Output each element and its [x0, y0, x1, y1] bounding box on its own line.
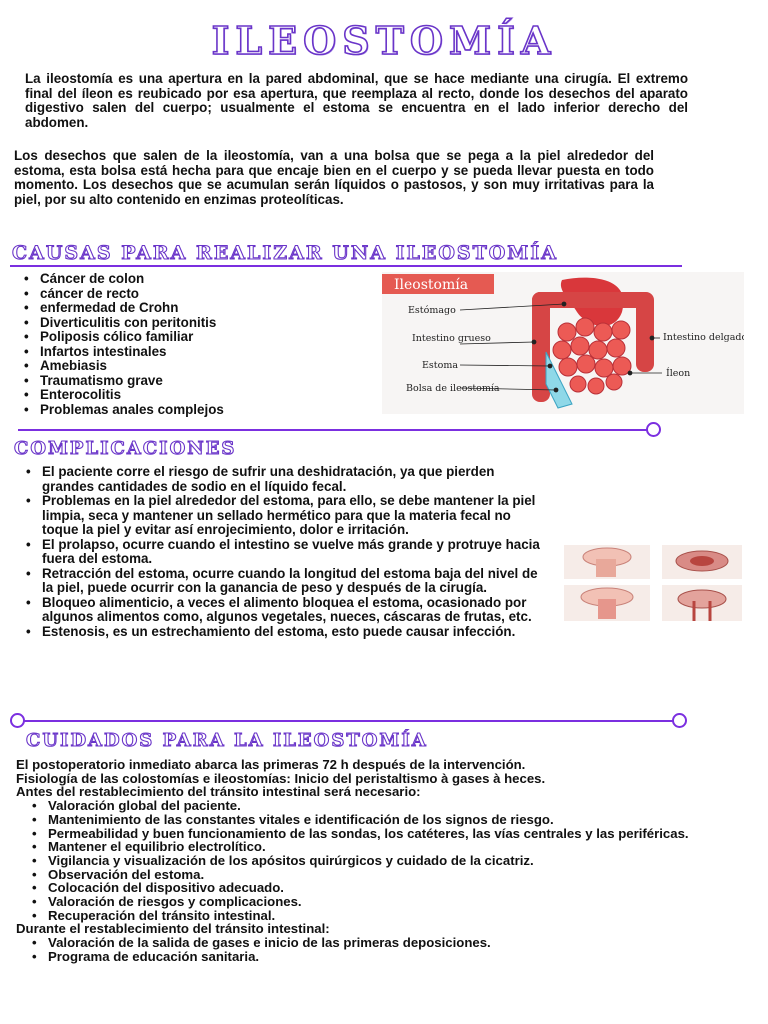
- list-item: • enfermedad de Crohn: [18, 301, 358, 316]
- list-item: • Valoración de riesgos y complicaciones.: [16, 895, 756, 909]
- intro-paragraph-2: Los desechos que salen de la ileostomía, van a una bolsa que se pega a la piel alrededor del estoma, esta bolsa está hecha para que encaje bien en el cuerpo y se pueda llevar puesta en todo momento. Los desechos que se acumulan serán líquidos o pastosos, y son muy irritativas para la piel, por su alto contenido en enzimas proteolíticas.: [14, 148, 654, 207]
- list-item: • Estenosis, es un estrechamiento del estoma, esto puede causar infección.: [20, 625, 540, 640]
- ileostomy-anatomy-figure: [382, 272, 744, 414]
- care-line: El postoperatorio inmediato abarca las primeras 72 h después de la intervención.: [16, 757, 526, 772]
- list-item: • Cáncer de colon: [18, 272, 358, 287]
- divider-endpoint-icon: [10, 713, 25, 728]
- list-item: • Colocación del dispositivo adecuado.: [16, 881, 756, 895]
- list-item: • Valoración de la salida de gases e inicio de las primeras deposiciones.: [16, 936, 756, 950]
- complications-top-divider: [18, 429, 648, 431]
- list-item: • Permeabilidad y buen funcionamiento de las sondas, los catéteres, las vías centrales y las periféricas.: [16, 827, 756, 841]
- list-item: • Observación del estoma.: [16, 868, 756, 882]
- list-item: • Amebiasis: [18, 359, 358, 374]
- label-estoma: Estoma: [422, 360, 459, 371]
- care-section: [16, 758, 756, 964]
- list-item: • Mantener el equilibrio electrolítico.: [16, 840, 756, 854]
- list-item: • Traumatismo grave: [18, 374, 358, 389]
- list-item: • El paciente corre el riesgo de sufrir una deshidratación, ya que pierden grandes cantidades de sodio en el líquido fecal.: [20, 465, 540, 494]
- stoma-illustration-2: [662, 545, 742, 579]
- list-item: • cáncer de recto: [18, 287, 358, 302]
- complications-list: [20, 465, 540, 639]
- stoma-illustrations: [562, 543, 758, 627]
- label-bolsa: Bolsa de ileostomía: [406, 383, 500, 394]
- list-item: • Valoración global del paciente.: [16, 799, 756, 813]
- divider-endpoint-icon: [672, 713, 687, 728]
- list-item: • Enterocolitis: [18, 388, 358, 403]
- list-item: • Recuperación del tránsito intestinal.: [16, 909, 756, 923]
- stoma-illustration-4: [662, 585, 742, 621]
- list-item: • Mantenimiento de las constantes vitales e identificación de los signos de riesgo.: [16, 813, 756, 827]
- care-during-list: [16, 936, 756, 963]
- intro-paragraph-1: La ileostomía es una apertura en la pared abdominal, que se hace mediante una cirugía. El extremo final del íleon es reubicado por esa apertura, que reemplaza al recto, donde los desechos del aparato digestivo salen del cuerpo; usualmente el estoma se encuentra en el lado inferior derecho del abdomen.: [25, 71, 688, 130]
- label-intestino-grueso: Intestino grueso: [412, 333, 491, 344]
- label-ileon: Íleon: [666, 368, 691, 379]
- care-top-divider: [20, 720, 675, 722]
- care-line: Antes del restablecimiento del tránsito intestinal será necesario:: [16, 784, 421, 800]
- label-estomago: Estómago: [408, 305, 456, 316]
- list-item: • Diverticulitis con peritonitis: [18, 316, 358, 331]
- list-item: • Problemas en la piel alrededor del estoma, para ello, se debe mantener la piel limpia, seca y mantener un sellado hermético para que la materia fecal no toque la piel y evitar así enrojecimiento, dolor e irritación.: [20, 494, 540, 538]
- stoma-illustration-1: [564, 545, 650, 579]
- causes-heading: CAUSAS PARA REALIZAR UNA ILEOSTOMÍA: [12, 242, 558, 264]
- causes-list: [18, 272, 358, 417]
- figure-title: Ileostomía: [394, 277, 469, 293]
- causes-divider: [10, 265, 682, 267]
- list-item: • Vigilancia y visualización de los apósitos quirúrgicos y cuidado de la cicatriz.: [16, 854, 756, 868]
- care-line: Durante el restablecimiento del tránsito intestinal:: [16, 921, 330, 937]
- care-heading: CUIDADOS PARA LA ILEOSTOMÍA: [26, 730, 428, 751]
- list-item: • Infartos intestinales: [18, 345, 358, 360]
- page-title: ILEOSTOMÍA: [211, 18, 557, 63]
- care-line: Fisiología de las colostomías e ileostomías: Inicio del peristaltismo à gases à heces.: [16, 770, 546, 786]
- stoma-illustration-3: [564, 585, 650, 621]
- list-item: • El prolapso, ocurre cuando el intestino se vuelve más grande y protruye hacia fuera del estoma.: [20, 538, 540, 567]
- list-item: • Bloqueo alimenticio, a veces el alimento bloquea el estoma, ocasionado por algunos alimentos como, algunos vegetales, nueces, cáscaras de frutas, etc.: [20, 596, 540, 625]
- list-item: • Poliposis cólico familiar: [18, 330, 358, 345]
- list-item: • Programa de educación sanitaria.: [16, 950, 756, 964]
- care-before-list: [16, 799, 756, 922]
- list-item: • Retracción del estoma, ocurre cuando la longitud del estoma baja del nivel de la piel, puede ocurrir con la ganancia de peso y después de la cirugía.: [20, 567, 540, 596]
- divider-endpoint-icon: [646, 422, 661, 437]
- complications-heading: COMPLICACIONES: [14, 438, 237, 459]
- label-intestino-delgado: Intestino delgado: [663, 332, 744, 343]
- list-item: • Problemas anales complejos: [18, 403, 358, 418]
